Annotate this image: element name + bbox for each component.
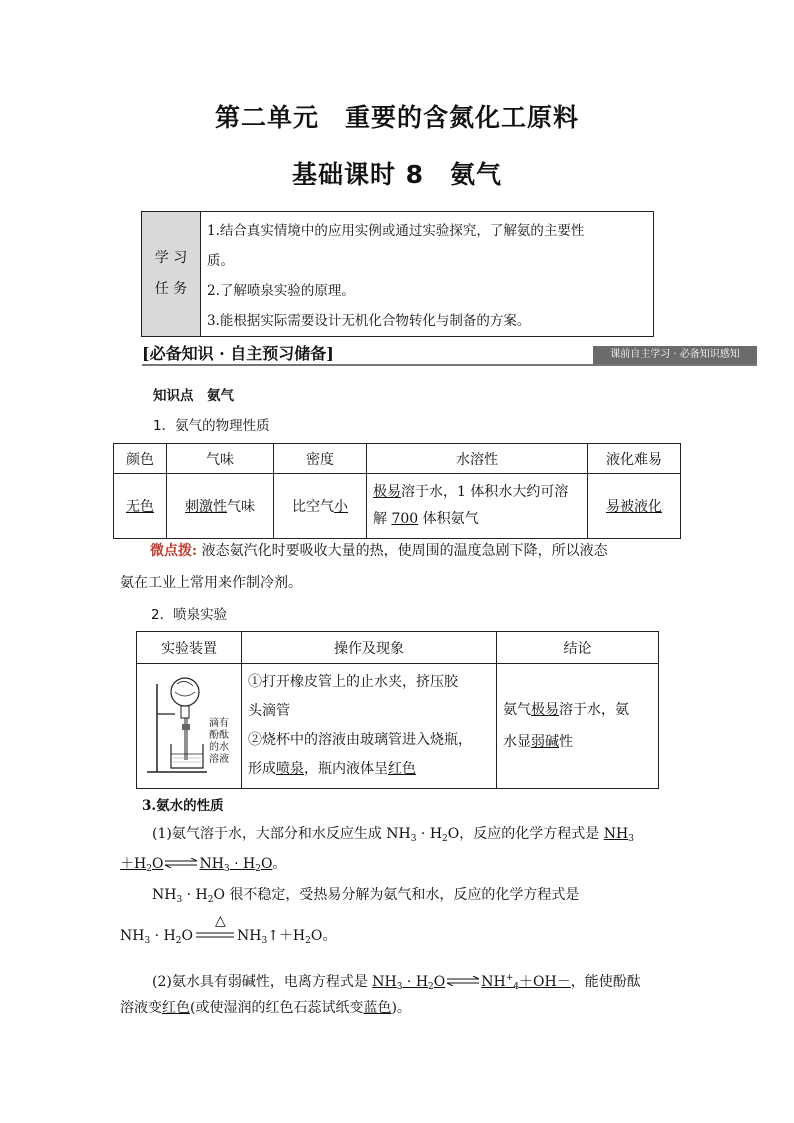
text: (1)氨气溶于水，大部分和水反应生成 NH [152, 826, 411, 842]
subscript: 3 [410, 834, 417, 844]
section-header: [必备知识 · 自主预习储备] [142, 344, 334, 363]
task-items [201, 212, 653, 336]
conclusion-underlined: 弱碱 [531, 734, 559, 750]
conclusion-underlined: 极易 [531, 702, 559, 718]
liquefaction-value: 易被液化 [606, 499, 662, 515]
subscript: 2 [442, 834, 448, 844]
heading-ammonia-water: 3.氨水的性质 [142, 798, 224, 814]
header-cell: 气味 [167, 444, 274, 474]
smell-underlined: 刺激性 [185, 499, 227, 515]
table-header-row [114, 444, 681, 474]
task-item: 质。 [207, 253, 234, 269]
header-cell: 结论 [497, 632, 659, 664]
header-cell: 密度 [274, 444, 367, 474]
underlined-answer: 蓝色 [363, 1000, 392, 1016]
paragraph-2-line2: $NH_3 \cdot H_2O$ $NH_3↑+H_2O$。 [120, 928, 337, 946]
color-cell [114, 474, 167, 539]
solubility-text: 溶于水，1 体积水大约可溶 [401, 484, 569, 500]
equation-underlined: $+H_2O$ $NH_3 \cdot H_2O$ [120, 856, 273, 874]
color-value: 无色 [126, 499, 154, 515]
heat-symbol: △ [215, 913, 226, 929]
paragraph-2-line1: $NH_3 \cdot H_2O$ 很不稳定，受热易分解为氨气和水，反应的化学方程式是 [152, 887, 580, 905]
conclusion-text: 性 [559, 734, 573, 750]
conclusion-text: 溶于水，氨 [559, 702, 629, 718]
equals-heat-icon [193, 930, 237, 940]
task-item: 1.结合真实情境中的应用实例或通过实验探究，了解氨的主要性 [207, 223, 585, 239]
lesson-title: 基础课时 8 氨气 [291, 160, 503, 189]
operation-line [248, 755, 493, 784]
density-underlined: 小 [334, 499, 348, 515]
unit-title: 第二单元 重要的含氮化工原料 [214, 103, 579, 132]
tip-text: 液态氨汽化时要吸收大量的热，使周围的温度急剧下降，所以液态 [197, 543, 608, 559]
operation-line: 头滴管 [248, 703, 290, 719]
paragraph-3-line2: 溶液变红色(或使湿润的红色石蕊试纸变蓝色)。 [120, 1000, 411, 1016]
solution-label-line: 酚酞 [209, 730, 229, 741]
underlined-answer: 红色 [162, 1000, 190, 1016]
paragraph-3-line1: (2)氨水具有弱碱性，电离方程式是 $NH_3 \cdot H_2O$ $NH^+_4+OH-$，能使酚酞 [152, 973, 641, 992]
table-row [137, 664, 659, 789]
header-cell: 液化难易 [588, 444, 681, 474]
solubility-text-3: 体积氨气 [418, 511, 479, 527]
conclusion-text: 氨气 [503, 702, 531, 718]
smell-rest: 气味 [227, 499, 255, 515]
table-row [114, 474, 681, 539]
section-divider [142, 364, 757, 366]
solution-label-line: 的水 [209, 742, 229, 753]
operation-underlined: 喷泉 [276, 761, 304, 777]
operation-line: ①打开橡皮管上的止水夹，挤压胶 [248, 674, 458, 690]
tip-line2: 氨在工业上常用来作制冷剂。 [120, 575, 302, 591]
task-item: 2.了解喷泉实验的原理。 [207, 283, 355, 299]
text: 。 [272, 856, 287, 872]
knowledge-point: 知识点 氨气 [153, 388, 234, 404]
section-tag: 课前自主学习 · 必备知识感知 [593, 346, 757, 364]
solubility-volume: 700 [391, 511, 419, 527]
operation-text: ，瓶内液体呈 [304, 761, 388, 777]
ionization-equation: $NH_3 \cdot H_2O$ $NH^+_4+OH-$ [372, 973, 571, 992]
task-item: 3.能根据实际需要设计无机化合物转化与制备的方案。 [207, 313, 531, 329]
tip-label: 微点拨: [150, 543, 198, 559]
learning-task-box [141, 211, 654, 337]
text: · H [416, 826, 443, 842]
table-header-row [137, 632, 659, 664]
fountain-experiment-table [136, 631, 659, 789]
header-cell: 水溶性 [367, 444, 588, 474]
solubility-cell [367, 474, 588, 539]
operation-underlined: 红色 [388, 761, 416, 777]
operation-cell [242, 664, 497, 789]
density-prefix: 比空气 [292, 499, 334, 515]
conclusion-text: 水显 [503, 734, 531, 750]
solubility-underlined: 极易 [373, 484, 401, 500]
apparatus-cell [137, 664, 242, 789]
task-label-line1: 学 习 [154, 250, 188, 266]
tip-line1 [150, 535, 690, 568]
density-cell [274, 474, 367, 539]
solution-label-line: 溶液 [209, 754, 229, 765]
conclusion-line [503, 694, 655, 726]
header-cell: 实验装置 [137, 632, 242, 664]
header-cell: 操作及现象 [242, 632, 497, 664]
heading-physical-properties: 1．氨气的物理性质 [153, 418, 270, 434]
equation-underlined: $NH_3$ [603, 826, 634, 844]
solution-label-line: 滴有 [209, 718, 229, 729]
solubility-text-2: 解 [373, 511, 392, 527]
smell-cell [167, 474, 274, 539]
conclusion-cell [497, 664, 659, 789]
text: O，反应的化学方程式是 [447, 826, 604, 842]
liquefaction-cell [588, 474, 681, 539]
task-label [142, 212, 201, 336]
header-cell: 颜色 [114, 444, 167, 474]
solution-label [209, 718, 229, 766]
operation-text: 形成 [248, 761, 276, 777]
reversible-arrow-icon [445, 976, 481, 986]
operation-line: ②烧杯中的溶液由玻璃管进入烧瓶， [248, 732, 472, 748]
conclusion-line [503, 726, 655, 758]
physical-properties-table [113, 443, 681, 539]
reversible-arrow-icon [163, 858, 199, 868]
heading-fountain: 2．喷泉实验 [151, 607, 228, 623]
task-label-line2: 任 务 [154, 281, 188, 297]
